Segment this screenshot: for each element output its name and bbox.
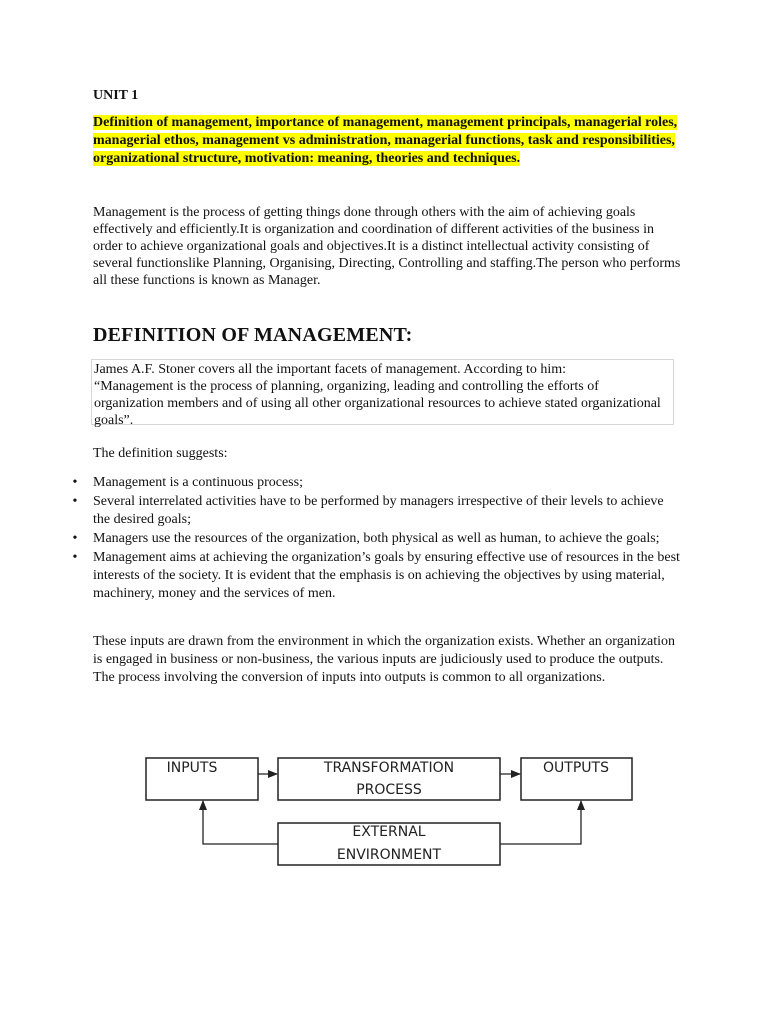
quote-definition: “Management is the process of planning, organizing, leading and controlling the efforts of organization members and of using all other organizational resources to achieve stated organizational goals”. — [94, 379, 661, 428]
bullet-icon: • — [72, 475, 78, 490]
bullet-icon: • — [72, 531, 78, 546]
list-item-text: Management is a continuous process; — [93, 475, 303, 490]
bullet-icon: • — [72, 550, 78, 565]
section-heading: DEFINITION OF MANAGEMENT: — [93, 324, 413, 346]
list-item — [70, 530, 680, 548]
unit-topics — [93, 114, 683, 168]
bullet-list — [70, 474, 680, 604]
quote-box — [91, 359, 674, 428]
arrow-environment-to-inputs — [203, 801, 278, 844]
outputs-label: OUTPUTS — [543, 760, 609, 776]
inputs-node — [146, 758, 258, 800]
transformation-label-line2: PROCESS — [356, 782, 422, 798]
bullet-icon: • — [72, 494, 78, 509]
definition-suggests: The definition suggests: — [93, 446, 228, 461]
list-item-text: Management aims at achieving the organization’s goals by ensuring effective use of resources in the best interests of the society. It is evident that the emphasis is on achieving the objectives by using material, machinery, money and the services of men. — [93, 550, 680, 601]
arrow-environment-to-outputs — [500, 801, 581, 844]
external-label-line1: EXTERNAL — [352, 824, 426, 840]
list-item — [70, 474, 680, 492]
outro-paragraph: These inputs are drawn from the environment in which the organization exists. Whether an organization is engaged in business or non-business, the various inputs are judiciously used to produce the outputs. The process involving the conversion of inputs into outputs is common to all organizations. — [93, 634, 675, 685]
intro-paragraph: Management is the process of getting things done through others with the aim of achieving goals effectively and efficiently.It is organization and coordination of different activities of the business in order to achieve organizational goals and objectives.It is a distinct intellectual activity consisting of several functionslike Planning, Organising, Directing, Controlling and staffing.The person who performs all these functions is known as Manager. — [93, 205, 681, 288]
transformation-node — [278, 758, 500, 800]
outputs-node — [521, 758, 632, 800]
process-diagram — [0, 740, 768, 880]
list-item-text: Managers use the resources of the organization, both physical as well as human, to achieve the goals; — [93, 531, 660, 546]
quote-intro: James A.F. Stoner covers all the important facets of management. According to him: — [94, 362, 567, 377]
list-item — [70, 493, 680, 529]
highlighted-topics: Definition of management, importance of management, management principals, managerial roles, managerial ethos, management vs administration, managerial functions, task and responsibilities, organizational structure, motivation: meaning, theories and techniques. — [93, 115, 678, 166]
external-label-line2: ENVIRONMENT — [336, 847, 442, 863]
list-item-text: Several interrelated activities have to be performed by managers irrespective of their levels to achieve the desired goals; — [93, 494, 664, 527]
external-environment-node — [278, 823, 500, 865]
unit-title: UNIT 1 — [93, 88, 139, 103]
transformation-label-line1: TRANSFORMATION — [323, 760, 455, 776]
list-item — [70, 549, 680, 603]
inputs-label: INPUTS — [166, 760, 218, 776]
